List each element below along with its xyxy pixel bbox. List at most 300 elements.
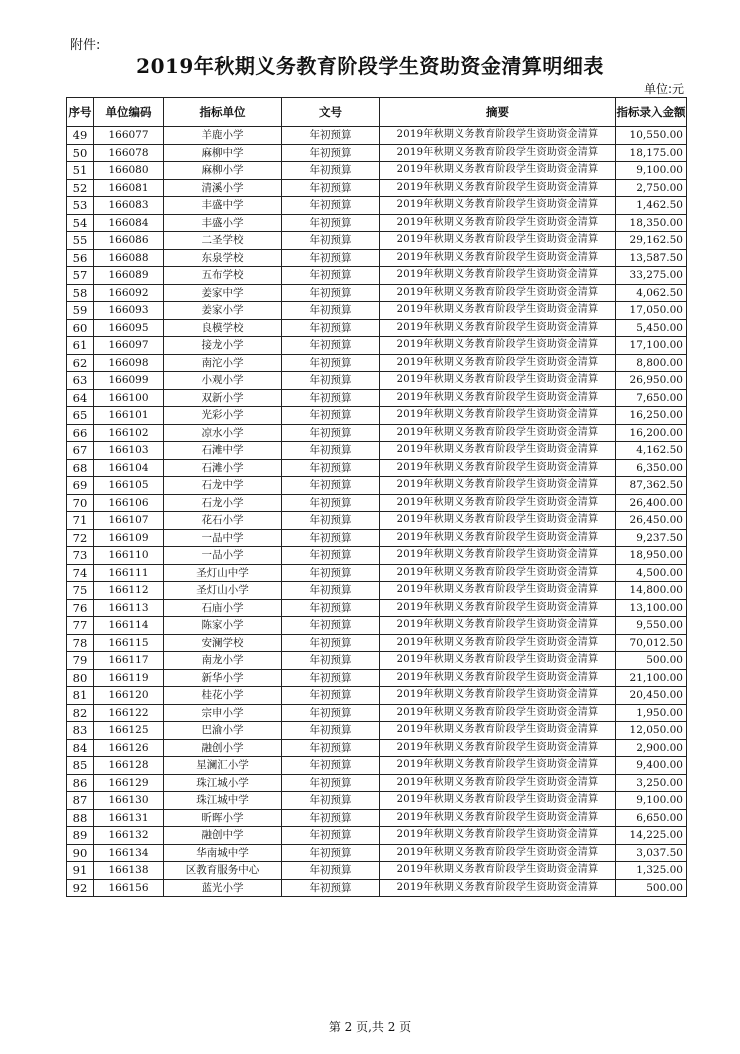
cell-unit: 圣灯山小学 [164, 582, 282, 600]
cell-seq: 61 [67, 337, 94, 355]
cell-seq: 51 [67, 162, 94, 180]
cell-unit: 石庙小学 [164, 599, 282, 617]
cell-unit: 丰盛中学 [164, 197, 282, 215]
cell-amount: 18,950.00 [616, 547, 687, 565]
table-row [67, 722, 687, 740]
table-row [67, 459, 687, 477]
cell-code: 166156 [94, 879, 164, 897]
table-row [67, 792, 687, 810]
cell-amount: 1,325.00 [616, 862, 687, 880]
cell-summary: 2019年秋期义务教育阶段学生资助资金清算 [380, 127, 616, 145]
cell-code: 166134 [94, 844, 164, 862]
cell-summary: 2019年秋期义务教育阶段学生资助资金清算 [380, 424, 616, 442]
table-row [67, 284, 687, 302]
cell-doc: 年初预算 [282, 407, 380, 425]
cell-code: 166113 [94, 599, 164, 617]
cell-unit: 姜家小学 [164, 302, 282, 320]
cell-seq: 66 [67, 424, 94, 442]
cell-seq: 78 [67, 634, 94, 652]
table-row [67, 599, 687, 617]
cell-summary: 2019年秋期义务教育阶段学生资助资金清算 [380, 862, 616, 880]
cell-seq: 58 [67, 284, 94, 302]
cell-amount: 9,237.50 [616, 529, 687, 547]
cell-doc: 年初预算 [282, 372, 380, 390]
cell-amount: 4,162.50 [616, 442, 687, 460]
cell-summary: 2019年秋期义务教育阶段学生资助资金清算 [380, 844, 616, 862]
cell-amount: 20,450.00 [616, 687, 687, 705]
cell-summary: 2019年秋期义务教育阶段学生资助资金清算 [380, 267, 616, 285]
cell-unit: 五布学校 [164, 267, 282, 285]
cell-amount: 13,100.00 [616, 599, 687, 617]
table-row [67, 232, 687, 250]
cell-summary: 2019年秋期义务教育阶段学生资助资金清算 [380, 617, 616, 635]
cell-seq: 85 [67, 757, 94, 775]
cell-code: 166098 [94, 354, 164, 372]
cell-doc: 年初预算 [282, 669, 380, 687]
cell-unit: 东泉学校 [164, 249, 282, 267]
page-footer: 第 2 页,共 2 页 [328, 1020, 412, 1034]
cell-doc: 年初预算 [282, 879, 380, 897]
cell-summary: 2019年秋期义务教育阶段学生资助资金清算 [380, 687, 616, 705]
cell-amount: 500.00 [616, 652, 687, 670]
cell-amount: 18,175.00 [616, 144, 687, 162]
cell-summary: 2019年秋期义务教育阶段学生资助资金清算 [380, 407, 616, 425]
cell-doc: 年初预算 [282, 792, 380, 810]
cell-seq: 63 [67, 372, 94, 390]
cell-summary: 2019年秋期义务教育阶段学生资助资金清算 [380, 302, 616, 320]
cell-unit: 华南城中学 [164, 844, 282, 862]
cell-amount: 26,450.00 [616, 512, 687, 530]
cell-summary: 2019年秋期义务教育阶段学生资助资金清算 [380, 512, 616, 530]
table-header-row [67, 98, 687, 127]
cell-seq: 72 [67, 529, 94, 547]
cell-unit: 星澜汇小学 [164, 757, 282, 775]
cell-summary: 2019年秋期义务教育阶段学生资助资金清算 [380, 529, 616, 547]
cell-summary: 2019年秋期义务教育阶段学生资助资金清算 [380, 179, 616, 197]
table-row [67, 407, 687, 425]
cell-code: 166077 [94, 127, 164, 145]
cell-doc: 年初预算 [282, 547, 380, 565]
cell-unit: 麻柳中学 [164, 144, 282, 162]
table-row [67, 617, 687, 635]
cell-summary: 2019年秋期义务教育阶段学生资助资金清算 [380, 337, 616, 355]
cell-doc: 年初预算 [282, 687, 380, 705]
cell-amount: 26,950.00 [616, 372, 687, 390]
cell-unit: 蓝光小学 [164, 879, 282, 897]
table-row [67, 757, 687, 775]
cell-code: 166078 [94, 144, 164, 162]
cell-unit: 桂花小学 [164, 687, 282, 705]
cell-summary: 2019年秋期义务教育阶段学生资助资金清算 [380, 494, 616, 512]
cell-summary: 2019年秋期义务教育阶段学生资助资金清算 [380, 232, 616, 250]
cell-unit: 石龙中学 [164, 477, 282, 495]
col-header-unit: 指标单位 [164, 98, 282, 127]
cell-summary: 2019年秋期义务教育阶段学生资助资金清算 [380, 477, 616, 495]
table-row [67, 774, 687, 792]
cell-summary: 2019年秋期义务教育阶段学生资助资金清算 [380, 319, 616, 337]
cell-seq: 91 [67, 862, 94, 880]
cell-summary: 2019年秋期义务教育阶段学生资助资金清算 [380, 739, 616, 757]
cell-amount: 4,500.00 [616, 564, 687, 582]
cell-summary: 2019年秋期义务教育阶段学生资助资金清算 [380, 792, 616, 810]
cell-unit: 石滩小学 [164, 459, 282, 477]
cell-summary: 2019年秋期义务教育阶段学生资助资金清算 [380, 704, 616, 722]
cell-seq: 76 [67, 599, 94, 617]
cell-code: 166088 [94, 249, 164, 267]
cell-doc: 年初预算 [282, 774, 380, 792]
cell-unit: 凉水小学 [164, 424, 282, 442]
cell-amount: 5,450.00 [616, 319, 687, 337]
cell-doc: 年初预算 [282, 512, 380, 530]
cell-code: 166100 [94, 389, 164, 407]
cell-amount: 17,050.00 [616, 302, 687, 320]
cell-code: 166117 [94, 652, 164, 670]
table-row [67, 739, 687, 757]
table-row [67, 547, 687, 565]
table-row [67, 669, 687, 687]
cell-seq: 74 [67, 564, 94, 582]
cell-unit: 姜家中学 [164, 284, 282, 302]
cell-seq: 92 [67, 879, 94, 897]
cell-seq: 68 [67, 459, 94, 477]
cell-code: 166099 [94, 372, 164, 390]
table-row [67, 249, 687, 267]
cell-amount: 2,750.00 [616, 179, 687, 197]
cell-code: 166089 [94, 267, 164, 285]
cell-seq: 59 [67, 302, 94, 320]
cell-seq: 60 [67, 319, 94, 337]
cell-unit: 圣灯山中学 [164, 564, 282, 582]
cell-amount: 3,250.00 [616, 774, 687, 792]
cell-amount: 10,550.00 [616, 127, 687, 145]
cell-unit: 融创小学 [164, 739, 282, 757]
table-body [67, 127, 687, 897]
cell-unit: 珠江城中学 [164, 792, 282, 810]
cell-code: 166093 [94, 302, 164, 320]
cell-amount: 14,225.00 [616, 827, 687, 845]
cell-code: 166084 [94, 214, 164, 232]
cell-doc: 年初预算 [282, 267, 380, 285]
cell-seq: 65 [67, 407, 94, 425]
cell-doc: 年初预算 [282, 617, 380, 635]
cell-amount: 6,650.00 [616, 809, 687, 827]
table-row [67, 319, 687, 337]
cell-summary: 2019年秋期义务教育阶段学生资助资金清算 [380, 827, 616, 845]
cell-code: 166083 [94, 197, 164, 215]
cell-doc: 年初预算 [282, 284, 380, 302]
cell-code: 166115 [94, 634, 164, 652]
cell-code: 166086 [94, 232, 164, 250]
cell-seq: 54 [67, 214, 94, 232]
cell-seq: 89 [67, 827, 94, 845]
cell-unit: 羊鹿小学 [164, 127, 282, 145]
cell-unit: 一品中学 [164, 529, 282, 547]
cell-unit: 光彩小学 [164, 407, 282, 425]
cell-amount: 16,200.00 [616, 424, 687, 442]
cell-code: 166081 [94, 179, 164, 197]
cell-doc: 年初预算 [282, 442, 380, 460]
cell-doc: 年初预算 [282, 494, 380, 512]
cell-doc: 年初预算 [282, 127, 380, 145]
cell-amount: 12,050.00 [616, 722, 687, 740]
table-row [67, 704, 687, 722]
cell-summary: 2019年秋期义务教育阶段学生资助资金清算 [380, 599, 616, 617]
cell-seq: 53 [67, 197, 94, 215]
cell-seq: 84 [67, 739, 94, 757]
cell-seq: 90 [67, 844, 94, 862]
cell-seq: 73 [67, 547, 94, 565]
cell-doc: 年初预算 [282, 827, 380, 845]
cell-doc: 年初预算 [282, 214, 380, 232]
cell-seq: 77 [67, 617, 94, 635]
cell-amount: 2,900.00 [616, 739, 687, 757]
cell-code: 166122 [94, 704, 164, 722]
cell-code: 166107 [94, 512, 164, 530]
cell-code: 166097 [94, 337, 164, 355]
table-row [67, 477, 687, 495]
cell-summary: 2019年秋期义务教育阶段学生资助资金清算 [380, 757, 616, 775]
cell-code: 166112 [94, 582, 164, 600]
cell-summary: 2019年秋期义务教育阶段学生资助资金清算 [380, 634, 616, 652]
cell-summary: 2019年秋期义务教育阶段学生资助资金清算 [380, 669, 616, 687]
table-row [67, 582, 687, 600]
cell-doc: 年初预算 [282, 529, 380, 547]
cell-code: 166110 [94, 547, 164, 565]
table-row [67, 862, 687, 880]
cell-seq: 87 [67, 792, 94, 810]
table-row [67, 267, 687, 285]
cell-unit: 石龙小学 [164, 494, 282, 512]
cell-unit: 巴渝小学 [164, 722, 282, 740]
cell-doc: 年初预算 [282, 197, 380, 215]
cell-summary: 2019年秋期义务教育阶段学生资助资金清算 [380, 442, 616, 460]
cell-amount: 18,350.00 [616, 214, 687, 232]
cell-amount: 6,350.00 [616, 459, 687, 477]
cell-seq: 64 [67, 389, 94, 407]
table-row [67, 687, 687, 705]
table-row [67, 179, 687, 197]
cell-unit: 石滩中学 [164, 442, 282, 460]
cell-seq: 49 [67, 127, 94, 145]
cell-code: 166132 [94, 827, 164, 845]
table-row [67, 144, 687, 162]
cell-code: 166131 [94, 809, 164, 827]
cell-unit: 南龙小学 [164, 652, 282, 670]
cell-amount: 16,250.00 [616, 407, 687, 425]
table-row [67, 389, 687, 407]
cell-summary: 2019年秋期义务教育阶段学生资助资金清算 [380, 197, 616, 215]
allocation-table [66, 97, 687, 897]
cell-seq: 79 [67, 652, 94, 670]
cell-unit: 良模学校 [164, 319, 282, 337]
table-row [67, 424, 687, 442]
cell-seq: 69 [67, 477, 94, 495]
cell-code: 166104 [94, 459, 164, 477]
cell-unit: 陈家小学 [164, 617, 282, 635]
cell-amount: 3,037.50 [616, 844, 687, 862]
cell-code: 166138 [94, 862, 164, 880]
cell-seq: 56 [67, 249, 94, 267]
cell-code: 166125 [94, 722, 164, 740]
cell-doc: 年初预算 [282, 582, 380, 600]
cell-amount: 33,275.00 [616, 267, 687, 285]
cell-seq: 86 [67, 774, 94, 792]
cell-amount: 8,800.00 [616, 354, 687, 372]
cell-summary: 2019年秋期义务教育阶段学生资助资金清算 [380, 564, 616, 582]
cell-summary: 2019年秋期义务教育阶段学生资助资金清算 [380, 284, 616, 302]
cell-doc: 年初预算 [282, 634, 380, 652]
col-header-code: 单位编码 [94, 98, 164, 127]
cell-unit: 小观小学 [164, 372, 282, 390]
cell-amount: 1,462.50 [616, 197, 687, 215]
cell-code: 166080 [94, 162, 164, 180]
cell-amount: 9,100.00 [616, 792, 687, 810]
attachment-label: 附件: [70, 38, 101, 53]
cell-summary: 2019年秋期义务教育阶段学生资助资金清算 [380, 144, 616, 162]
cell-amount: 9,400.00 [616, 757, 687, 775]
cell-doc: 年初预算 [282, 389, 380, 407]
cell-unit: 花石小学 [164, 512, 282, 530]
table-row [67, 512, 687, 530]
cell-amount: 13,587.50 [616, 249, 687, 267]
cell-doc: 年初预算 [282, 249, 380, 267]
cell-unit: 南沱小学 [164, 354, 282, 372]
cell-seq: 55 [67, 232, 94, 250]
cell-unit: 新华小学 [164, 669, 282, 687]
cell-amount: 500.00 [616, 879, 687, 897]
table-row [67, 162, 687, 180]
table-row [67, 564, 687, 582]
cell-amount: 14,800.00 [616, 582, 687, 600]
cell-seq: 82 [67, 704, 94, 722]
cell-code: 166102 [94, 424, 164, 442]
cell-seq: 80 [67, 669, 94, 687]
cell-code: 166092 [94, 284, 164, 302]
cell-amount: 7,650.00 [616, 389, 687, 407]
document-title: 2019年秋期义务教育阶段学生资助资金清算明细表 [136, 54, 604, 78]
cell-code: 166114 [94, 617, 164, 635]
cell-amount: 70,012.50 [616, 634, 687, 652]
cell-unit: 昕晖小学 [164, 809, 282, 827]
cell-summary: 2019年秋期义务教育阶段学生资助资金清算 [380, 722, 616, 740]
col-header-summary: 摘要 [380, 98, 616, 127]
cell-amount: 9,100.00 [616, 162, 687, 180]
cell-doc: 年初预算 [282, 564, 380, 582]
table-row [67, 634, 687, 652]
cell-doc: 年初预算 [282, 302, 380, 320]
cell-summary: 2019年秋期义务教育阶段学生资助资金清算 [380, 214, 616, 232]
unit-label: 单位:元 [643, 82, 684, 96]
table-row [67, 197, 687, 215]
cell-code: 166120 [94, 687, 164, 705]
cell-summary: 2019年秋期义务教育阶段学生资助资金清算 [380, 774, 616, 792]
table-row [67, 302, 687, 320]
table-row [67, 652, 687, 670]
cell-doc: 年初预算 [282, 424, 380, 442]
cell-code: 166128 [94, 757, 164, 775]
cell-doc: 年初预算 [282, 722, 380, 740]
col-header-amount: 指标录入金额 [616, 98, 687, 127]
cell-doc: 年初预算 [282, 179, 380, 197]
cell-unit: 融创中学 [164, 827, 282, 845]
cell-code: 166105 [94, 477, 164, 495]
cell-unit: 接龙小学 [164, 337, 282, 355]
cell-code: 166130 [94, 792, 164, 810]
cell-doc: 年初预算 [282, 739, 380, 757]
cell-doc: 年初预算 [282, 232, 380, 250]
cell-summary: 2019年秋期义务教育阶段学生资助资金清算 [380, 354, 616, 372]
cell-seq: 75 [67, 582, 94, 600]
cell-doc: 年初预算 [282, 459, 380, 477]
cell-code: 166095 [94, 319, 164, 337]
cell-code: 166109 [94, 529, 164, 547]
cell-summary: 2019年秋期义务教育阶段学生资助资金清算 [380, 879, 616, 897]
cell-unit: 珠江城小学 [164, 774, 282, 792]
col-header-seq: 序号 [67, 98, 94, 127]
cell-summary: 2019年秋期义务教育阶段学生资助资金清算 [380, 547, 616, 565]
cell-seq: 50 [67, 144, 94, 162]
cell-doc: 年初预算 [282, 862, 380, 880]
cell-summary: 2019年秋期义务教育阶段学生资助资金清算 [380, 652, 616, 670]
cell-doc: 年初预算 [282, 844, 380, 862]
cell-unit: 麻柳小学 [164, 162, 282, 180]
table-row [67, 844, 687, 862]
cell-seq: 62 [67, 354, 94, 372]
cell-unit: 一品小学 [164, 547, 282, 565]
cell-amount: 26,400.00 [616, 494, 687, 512]
cell-code: 166129 [94, 774, 164, 792]
cell-amount: 87,362.50 [616, 477, 687, 495]
cell-unit: 安澜学校 [164, 634, 282, 652]
cell-doc: 年初预算 [282, 354, 380, 372]
cell-amount: 1,950.00 [616, 704, 687, 722]
cell-amount: 29,162.50 [616, 232, 687, 250]
cell-summary: 2019年秋期义务教育阶段学生资助资金清算 [380, 809, 616, 827]
cell-doc: 年初预算 [282, 477, 380, 495]
cell-doc: 年初预算 [282, 337, 380, 355]
table-row [67, 494, 687, 512]
cell-summary: 2019年秋期义务教育阶段学生资助资金清算 [380, 389, 616, 407]
cell-doc: 年初预算 [282, 652, 380, 670]
cell-doc: 年初预算 [282, 599, 380, 617]
cell-unit: 丰盛小学 [164, 214, 282, 232]
cell-unit: 二圣学校 [164, 232, 282, 250]
cell-unit: 区教育服务中心 [164, 862, 282, 880]
cell-amount: 9,550.00 [616, 617, 687, 635]
cell-seq: 52 [67, 179, 94, 197]
table-row [67, 372, 687, 390]
cell-unit: 双新小学 [164, 389, 282, 407]
table-row [67, 337, 687, 355]
cell-summary: 2019年秋期义务教育阶段学生资助资金清算 [380, 582, 616, 600]
cell-doc: 年初预算 [282, 704, 380, 722]
cell-doc: 年初预算 [282, 144, 380, 162]
cell-seq: 88 [67, 809, 94, 827]
cell-summary: 2019年秋期义务教育阶段学生资助资金清算 [380, 162, 616, 180]
cell-amount: 21,100.00 [616, 669, 687, 687]
cell-code: 166106 [94, 494, 164, 512]
cell-code: 166111 [94, 564, 164, 582]
cell-doc: 年初预算 [282, 162, 380, 180]
cell-seq: 70 [67, 494, 94, 512]
table-row [67, 879, 687, 897]
table-row [67, 214, 687, 232]
cell-unit: 宗申小学 [164, 704, 282, 722]
cell-seq: 57 [67, 267, 94, 285]
cell-doc: 年初预算 [282, 319, 380, 337]
cell-amount: 17,100.00 [616, 337, 687, 355]
table-row [67, 529, 687, 547]
